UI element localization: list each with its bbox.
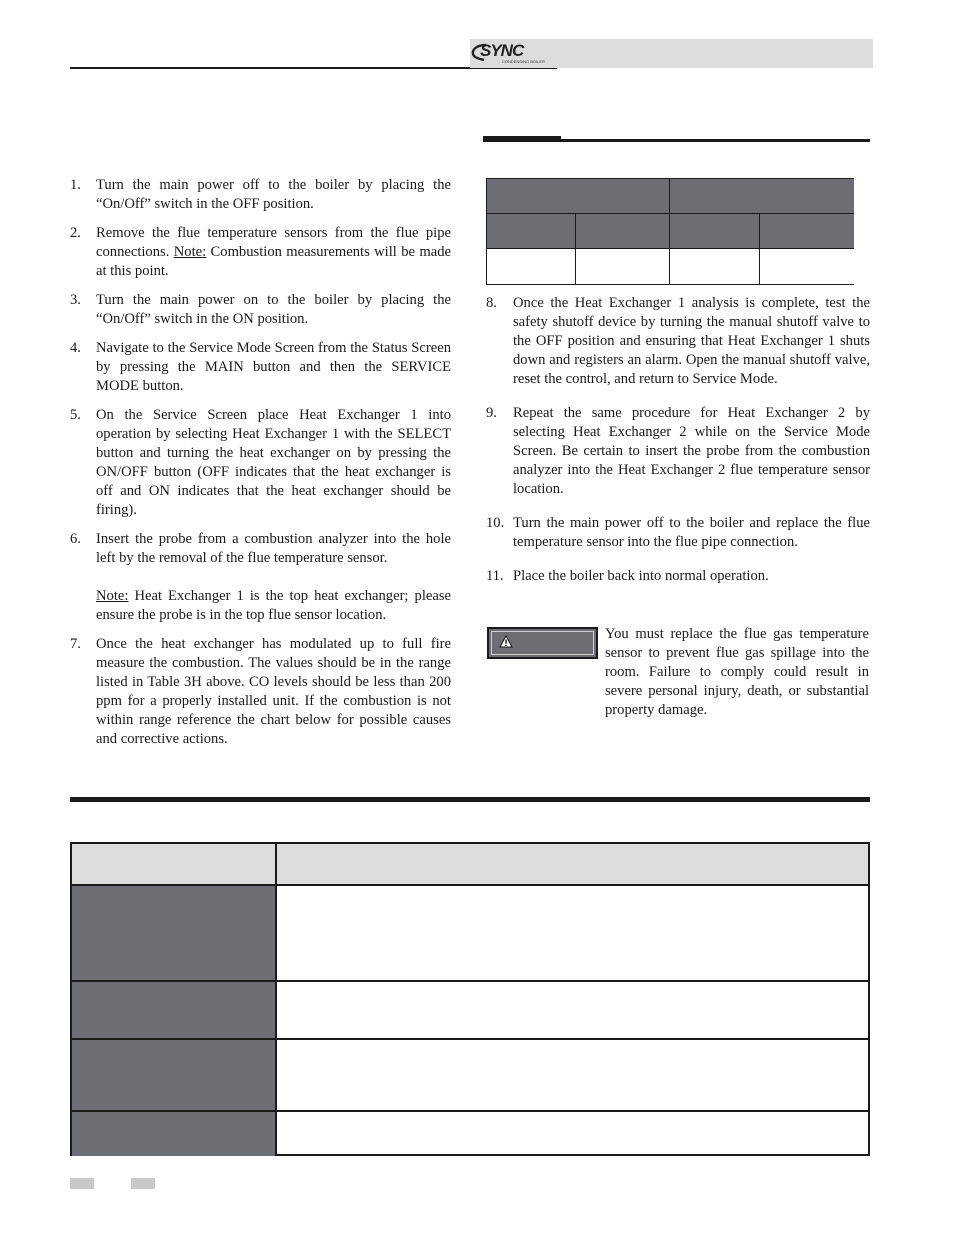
table-row-label-cell <box>72 1040 277 1112</box>
step-text: On the Service Screen place Heat Exchanger 1 into operation by selecting Heat Exchanger 1 with the SELECT button and turning the heat exchanger on by pressing the ON/OFF button (OFF indicates that the heat exchanger is off and ON indicates that the heat exchanger should be firing). <box>96 407 451 518</box>
sync-logo <box>470 40 545 67</box>
list-item <box>486 567 870 586</box>
list-item <box>486 294 870 389</box>
step-text-part: Insert the probe from a combustion analyzer into the hole left by the removal of the flue temperature sensor. <box>96 531 451 566</box>
list-item <box>486 514 870 552</box>
note-paragraph <box>96 587 451 625</box>
table-subheader-cell <box>575 213 670 249</box>
table-row-label-cell <box>72 886 277 982</box>
step-text: Place the boiler back into normal operation. <box>513 568 769 584</box>
table-row <box>72 884 868 982</box>
logo-subtext: CONDENSING BOILER <box>502 59 545 64</box>
table-subheader-cell <box>486 213 576 249</box>
table-subheader-cell <box>759 213 854 249</box>
warning-triangle-icon <box>499 635 513 648</box>
list-item <box>70 635 451 749</box>
procedure-steps-right <box>486 294 870 601</box>
section-rule <box>483 139 870 142</box>
list-item <box>486 404 870 499</box>
troubleshooting-table <box>70 842 870 1156</box>
table-cell <box>759 248 854 285</box>
table-header-row <box>72 844 868 884</box>
table-cell <box>575 248 670 285</box>
footer-tab <box>70 1178 94 1189</box>
table-header-divider <box>275 844 277 884</box>
note-text: Heat Exchanger 1 is the top heat exchanger; please ensure the probe is in the top flue sensor location. <box>96 588 451 623</box>
table-header-cell <box>486 178 670 214</box>
step-text: Turn the main power off to the boiler and replace the flue temperature sensor into the flue pipe connection. <box>513 515 870 550</box>
warning-text: You must replace the flue gas temperature sensor to prevent flue gas spillage into the room. Failure to comply could result in severe personal injury, death, or substantial property damage. <box>605 626 869 718</box>
table-cell <box>669 248 760 285</box>
step-number: 9. <box>486 405 497 421</box>
procedure-steps-left <box>70 176 451 759</box>
step-text <box>96 224 451 281</box>
step-number: 11. <box>486 568 504 584</box>
step-text: Repeat the same procedure for Heat Exchanger 2 by selecting Heat Exchanger 2 while on the Service Mode Screen. Be certain to insert the probe from the combustion analyzer into the Heat Exchanger 2 flue temperature sensor location. <box>513 405 870 497</box>
combustion-values-table <box>486 178 854 285</box>
list-item <box>70 406 451 520</box>
section-rule-bottom <box>70 797 870 802</box>
step-number: 1. <box>70 177 81 193</box>
table-row-label-cell <box>72 982 277 1040</box>
step-number: 4. <box>70 340 81 356</box>
step-number: 2. <box>70 225 81 241</box>
list-item <box>70 291 451 329</box>
note-label: Note: <box>173 244 207 260</box>
list-item <box>70 176 451 214</box>
list-item <box>70 530 451 625</box>
table-row <box>72 1038 868 1112</box>
step-text: Turn the main power on to the boiler by placing the “On/Off” switch in the ON position. <box>96 292 451 327</box>
table-row <box>72 980 868 1040</box>
list-item <box>70 224 451 281</box>
step-text: Turn the main power off to the boiler by placing the “On/Off” switch in the OFF position. <box>96 177 451 212</box>
table-row <box>72 1110 868 1156</box>
step-text-part: Combustion measurements will be made at this point. <box>96 244 451 279</box>
logo-text: SYNC <box>480 41 524 60</box>
step-number: 3. <box>70 292 81 308</box>
step-text-part: Remove the flue temperature sensors from the flue pipe connections. <box>96 225 451 260</box>
table-subheader-cell <box>669 213 760 249</box>
step-text <box>96 530 451 625</box>
note-label: Note: <box>96 588 129 604</box>
table-cell <box>486 248 576 285</box>
step-number: 5. <box>70 407 81 423</box>
step-number: 7. <box>70 636 81 652</box>
table-header-cell <box>669 178 854 214</box>
step-text: Once the heat exchanger has modulated up to full fire measure the combustion. The values should be in the range listed in Table 3H above. CO levels should be less than 200 ppm for a properly installed unit. If the combustion is not within range reference the chart below for possible causes and corrective actions. <box>96 636 451 747</box>
step-number: 6. <box>70 531 81 547</box>
step-text: Once the Heat Exchanger 1 analysis is complete, test the safety shutoff device by turning the manual shutoff valve to the OFF position and ensuring that Heat Exchanger 1 shuts down and registers an alarm. Open the manual shutoff valve, reset the control, and return to Service Mode. <box>513 295 870 387</box>
list-item <box>70 339 451 396</box>
step-number: 8. <box>486 295 497 311</box>
warning-label-box <box>487 627 598 659</box>
step-text: Navigate to the Service Mode Screen from the Status Screen by pressing the MAIN button and then the SERVICE MODE button. <box>96 340 451 394</box>
table-row-label-cell <box>72 1112 277 1156</box>
step-number: 10. <box>486 515 505 531</box>
footer-tab <box>131 1178 155 1189</box>
